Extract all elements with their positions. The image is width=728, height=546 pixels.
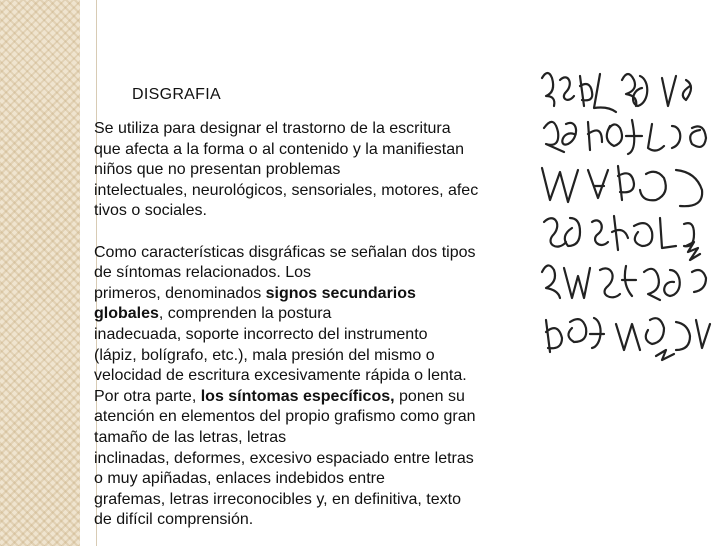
- paragraph-characteristics: [94, 243, 546, 531]
- bold-term-global: globales: [94, 305, 159, 323]
- paragraph-gap: [94, 222, 546, 243]
- text-segment: Por otra parte,: [94, 387, 201, 405]
- text-line: de síntomas relacionados. Los: [94, 264, 312, 282]
- text-line: de difícil comprensión.: [94, 511, 254, 529]
- text-line: [94, 284, 546, 305]
- text-line: [94, 387, 546, 408]
- text-segment: primeros, denominados: [94, 284, 266, 302]
- text-line: tivos o sociales.: [94, 202, 207, 220]
- text-line: atención en elementos del propio grafismo como gran: [94, 408, 476, 426]
- text-line: intelectuales, neurológicos, sensoriales, motores, afec: [94, 181, 479, 199]
- text-line: (lápiz, bolígrafo, etc.), mala presión del mismo o: [94, 346, 435, 364]
- text-line: grafemas, letras irreconocibles y, en definitiva, texto: [94, 490, 461, 508]
- slide-body: [94, 119, 546, 531]
- bold-term-secondary-signs: signos secundarios: [265, 284, 416, 302]
- text-line: inclinadas, deformes, excesivo espaciado entre letras: [94, 449, 474, 467]
- text-line: que afecta a la forma o al contenido y la manifiestan: [94, 140, 464, 158]
- decorative-side-stripe: [0, 0, 80, 546]
- text-line: tamaño de las letras, letras: [94, 428, 287, 446]
- bold-term-specific-symptoms: los síntomas específicos,: [200, 387, 395, 405]
- text-line: Como características disgráficas se señalan dos tipos: [94, 243, 476, 261]
- text-line: o muy apiñadas, enlaces indebidos entre: [94, 470, 385, 488]
- paragraph-definition: [94, 119, 546, 222]
- text-line: inadecuada, soporte incorrecto del instrumento: [94, 325, 428, 343]
- slide-title: DISGRAFIA: [132, 86, 221, 103]
- handwriting-sample-image: [536, 66, 716, 376]
- text-segment: ponen su: [394, 387, 465, 405]
- text-line: [94, 304, 546, 325]
- text-line: velocidad de escritura excesivamente rápida o lenta.: [94, 367, 467, 385]
- text-line: niños que no presentan problemas: [94, 161, 341, 179]
- text-line: Se utiliza para designar el trastorno de la escritura: [94, 120, 451, 137]
- text-segment: , comprenden la postura: [158, 305, 332, 323]
